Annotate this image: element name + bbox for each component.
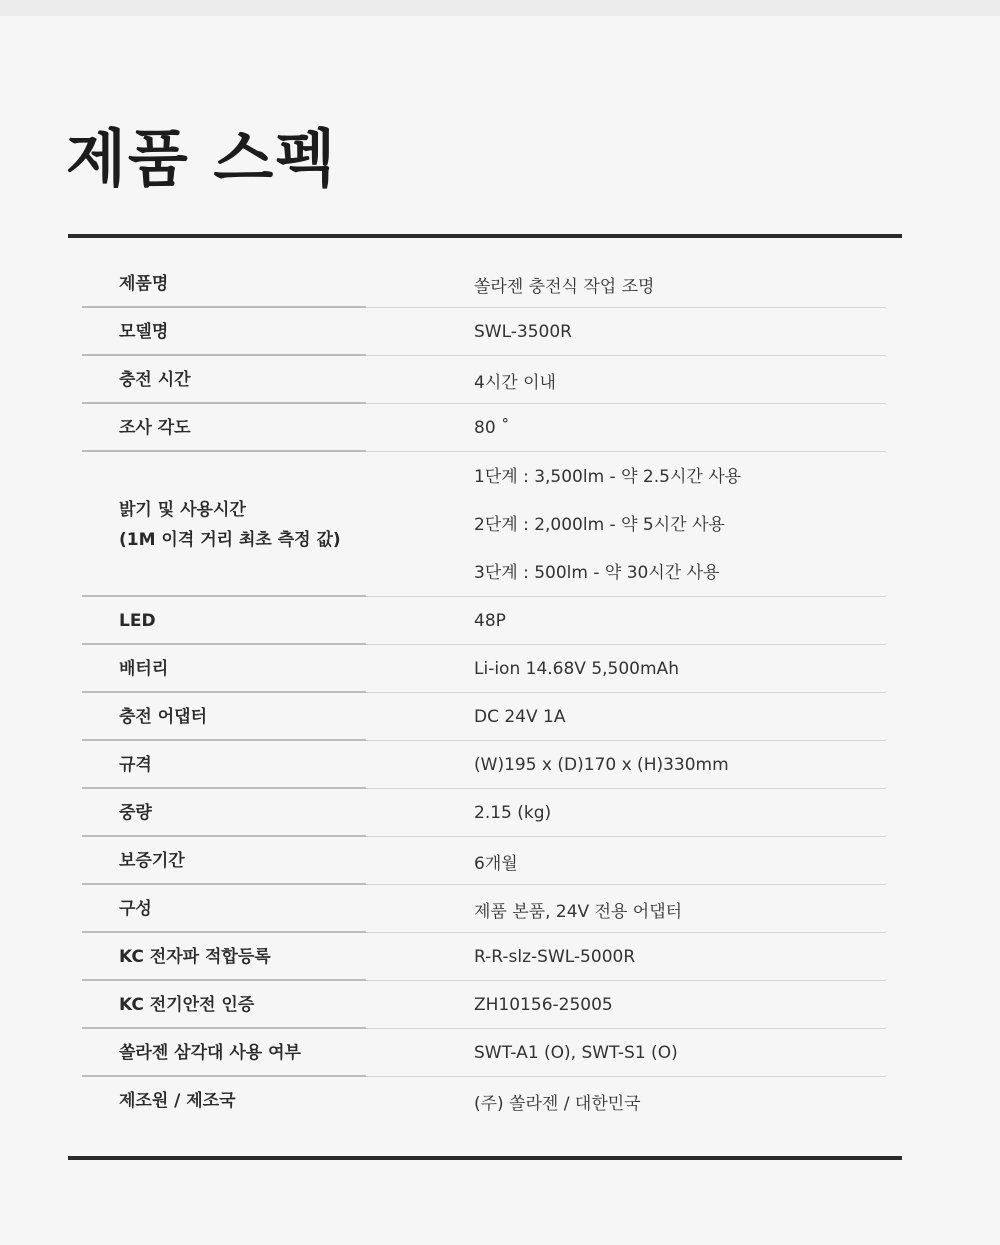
- spec-row-weight: [82, 789, 886, 837]
- spec-row-components: [82, 885, 886, 933]
- spec-value: (W)195 x (D)170 x (H)330mm: [474, 755, 729, 775]
- spec-value: 48P: [474, 611, 506, 631]
- spec-label: 충전 어댑터: [119, 707, 208, 727]
- spec-row-battery: [82, 645, 886, 693]
- spec-label: 규격: [119, 755, 152, 775]
- spec-label: 조사 각도: [119, 418, 191, 438]
- spec-row-charge-time: [82, 356, 886, 404]
- spec-row-kc-safety: [82, 981, 886, 1029]
- spec-value: 제품 본품, 24V 전용 어댑터: [474, 901, 683, 922]
- spec-row-led: [82, 597, 886, 645]
- spec-value-list: [474, 452, 886, 597]
- spec-label: LED: [119, 611, 156, 631]
- spec-value: (주) 쏠라젠 / 대한민국: [474, 1093, 641, 1114]
- spec-label: KC 전기안전 인증: [119, 995, 255, 1015]
- brightness-level-1: 1단계 : 3,500lm - 약 2.5시간 사용: [474, 466, 742, 487]
- spec-label: 보증기간: [119, 851, 185, 871]
- spec-label: KC 전자파 적합등록: [119, 947, 271, 967]
- top-band: [0, 0, 1000, 16]
- spec-value: 2.15 (kg): [474, 803, 552, 823]
- spec-label: 충전 시간: [119, 370, 191, 390]
- spec-label: 모델명: [119, 322, 169, 342]
- spec-table: [82, 260, 886, 1125]
- spec-label: 제조원 / 제조국: [119, 1091, 236, 1111]
- spec-value: SWL-3500R: [474, 322, 572, 342]
- spec-row-manufacturer: [82, 1077, 886, 1125]
- page-title: 제품 스펙: [66, 122, 338, 195]
- bottom-divider: [68, 1156, 902, 1160]
- spec-value: ZH10156-25005: [474, 995, 613, 1015]
- spec-row-tripod: [82, 1029, 886, 1077]
- spec-row-adapter: [82, 693, 886, 741]
- spec-row-beam-angle: [82, 404, 886, 452]
- spec-label: 제품명: [119, 274, 169, 294]
- spec-label: 구성: [119, 899, 152, 919]
- brightness-level-2: 2단계 : 2,000lm - 약 5시간 사용: [474, 514, 725, 535]
- brightness-level-3: 3단계 : 500lm - 약 30시간 사용: [474, 562, 720, 583]
- spec-label: 배터리: [119, 659, 169, 679]
- spec-label: 쏠라젠 삼각대 사용 여부: [119, 1043, 301, 1063]
- spec-label-line: 밝기 및 사용시간: [119, 499, 246, 520]
- top-divider: [68, 234, 902, 238]
- spec-value: 80 ˚: [474, 418, 510, 438]
- spec-value: DC 24V 1A: [474, 707, 566, 727]
- spec-value: 6개월: [474, 853, 518, 874]
- spec-value: Li-ion 14.68V 5,500mAh: [474, 659, 679, 679]
- spec-row-product-name: [82, 260, 886, 308]
- spec-label: 중량: [119, 803, 152, 823]
- spec-value: 쏠라젠 충전식 작업 조명: [474, 276, 655, 297]
- spec-value: SWT-A1 (O), SWT-S1 (O): [474, 1043, 678, 1063]
- spec-row-dimensions: [82, 741, 886, 789]
- spec-row-kc-emc: [82, 933, 886, 981]
- spec-label-line: (1M 이격 거리 최초 측정 값): [119, 529, 341, 550]
- spec-value: 4시간 이내: [474, 372, 556, 393]
- spec-row-warranty: [82, 837, 886, 885]
- spec-value: R-R-slz-SWL-5000R: [474, 947, 636, 967]
- spec-row-model-name: [82, 308, 886, 356]
- spec-label: [82, 452, 474, 597]
- spec-row-brightness: [82, 452, 886, 597]
